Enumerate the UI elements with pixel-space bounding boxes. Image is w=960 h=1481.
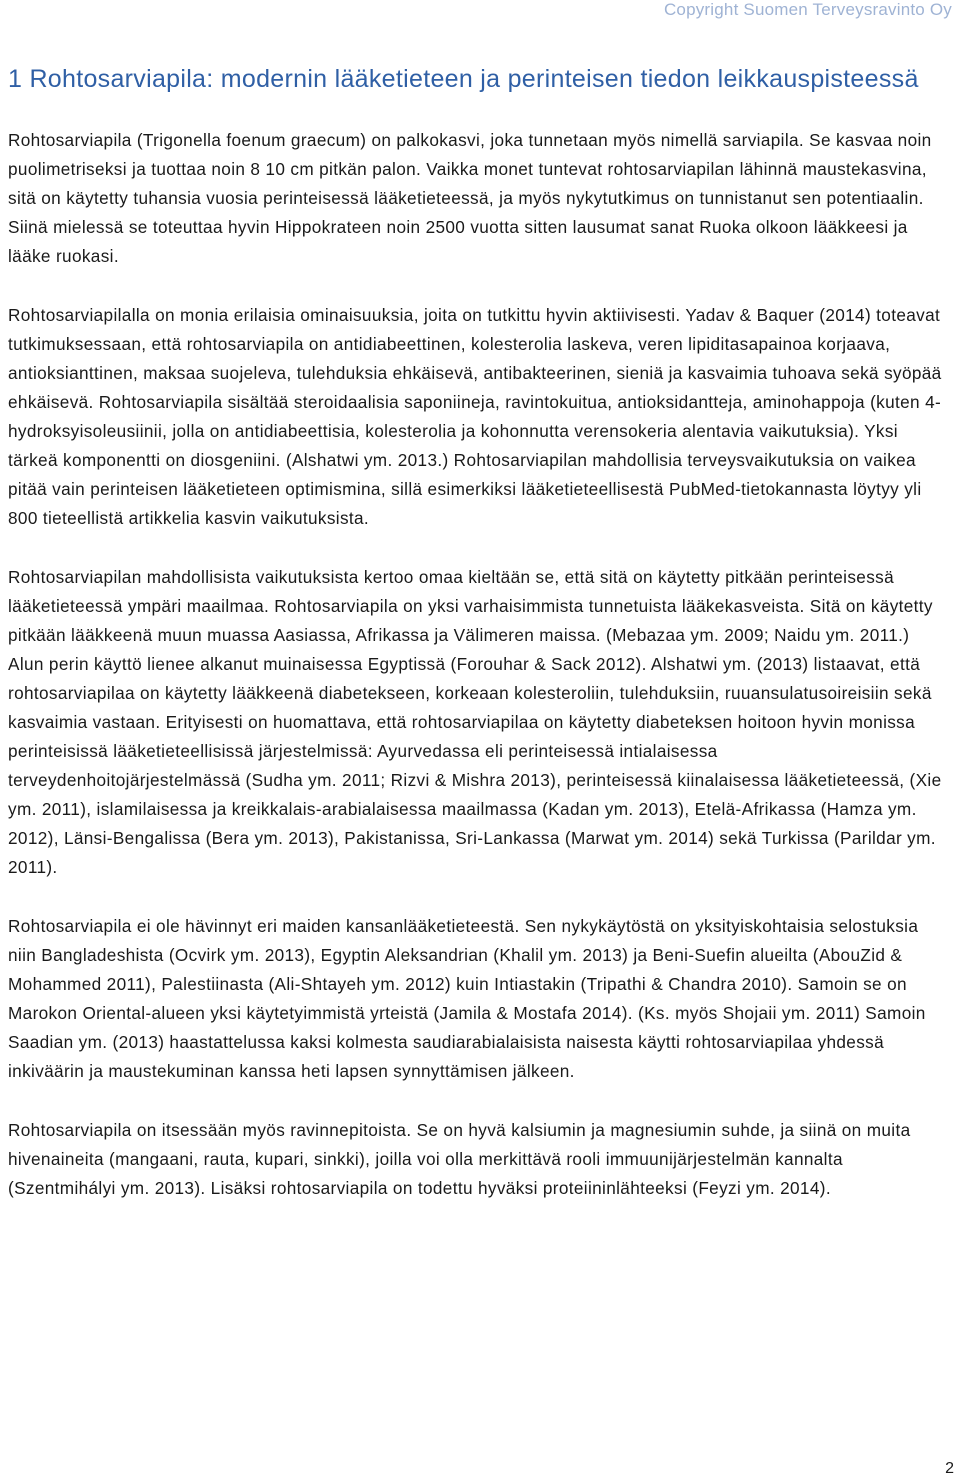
paragraph-folk-medicine: Rohtosarviapila ei ole hävinnyt eri maiden kansanlääketieteestä. Sen nykykäytöstä on yksityiskohtaisia selostuksia niin Bangladeshista (Ocvirk ym. 2013), Egyptin Aleksandrian (Khalil ym. 2013) ja Beni-Suefin alueilta (AbouZid & Mohammed 2011), Palestiinasta (Ali-Shtayeh ym. 2012) kuin Intiastakin (Tripathi & Chandra 2010). Samoin se on Marokon Oriental-alueen yksi käytetyimmistä yrteistä (Jamila & Mostafa 2014). (Ks. myös Shojaii ym. 2011) Samoin Saadian ym. (2013) haastattelussa kaksi kolmesta saudiarabialaisista naisesta käytti rohtosarviapilaa yhdessä inkiväärin ja maustekuminan kanssa heti lapsen synnyttämisen jälkeen.: [8, 916, 926, 1081]
paragraph-properties: Rohtosarviapilalla on monia erilaisia ominaisuuksia, joita on tutkittu hyvin aktiivisesti. Yadav & Baquer (2014) toteavat tutkimuksessaan, että rohtosarviapila on antidiabeettinen, kolesterolia laskeva, veren lipiditasapainoa korjaava, antioksianttinen, maksaa suojeleva, tulehduksia ehkäisevä, antibakteerinen, sieniä ja kasvaimia tuhoava sekä syöpää ehkäisevä. Rohtosarviapila sisältää steroidaalisia saponiineja, ravintokuitua, antioksidantteja, aminohappoja (kuten 4-hydroksyisoleusiinii, jolla on antidiabeettisia, kolesterolia ja kohonnutta verensokeria alentavia vaikutuksia). Yksi tärkeä komponentti on diosgeniini. (Alshatwi ym. 2013.) Rohtosarviapilan mahdollisia terveysvaikutuksia on vaikea pitää vain perinteisen lääketieteen optimismina, sillä esimerkiksi lääketieteellisestä PubMed-tietokannasta löytyy yli 800 tieteellistä artikkelia kasvin vaikutuksista.: [8, 305, 942, 528]
document-body: [8, 62, 948, 1233]
paragraph-nutrition: Rohtosarviapila on itsessään myös ravinnepitoista. Se on hyvä kalsiumin ja magnesiumin suhde, ja siinä on muita hivenaineita (mangaani, rauta, kupari, sinkki), joilla voi olla merkittävä rooli immuunijärjestelmän kannalta (Szentmihályi ym. 2013). Lisäksi rohtosarviapila on todettu hyväksi proteiininlähteeksi (Feyzi ym. 2014).: [8, 1120, 911, 1198]
page-number: 2: [945, 1460, 954, 1477]
paragraph-traditional-use: Rohtosarviapilan mahdollisista vaikutuksista kertoo omaa kieltään se, että sitä on käytetty pitkään perinteisessä lääketieteessä ympäri maailmaa. Rohtosarviapila on yksi varhaisimmista tunnetuista lääkekasveista. Sitä on käytetty pitkään lääkkeenä muun muassa Aasiassa, Afrikassa ja Välimeren maissa. (Mebazaa ym. 2009; Naidu ym. 2011.) Alun perin käyttö lienee alkanut muinaisessa Egyptissä (Forouhar & Sack 2012). Alshatwi ym. (2013) listaavat, että rohtosarviapilaa on käytetty lääkkeenä diabetekseen, korkeaan kolesteroliin, tulehduksiin, ruuansulatusoireisiin sekä kasvaimia vastaan. Erityisesti on huomattava, että rohtosarviapilaa on käytetty diabeteksen hoitoon hyvin monissa perinteisissä lääketieteellisissä järjestelmissä: Ayurvedassa eli perinteisessä intialaisessa terveydenhoitojärjestelmässä (Sudha ym. 2011; Rizvi & Mishra 2013), perinteisessä kiinalaisessa lääketieteessä, (Xie ym. 2011), islamilaisessa ja kreikkalais-arabialaisessa maailmassa (Kadan ym. 2013), Etelä-Afrikassa (Hamza ym. 2012), Länsi-Bengalissa (Bera ym. 2013), Pakistanissa, Sri-Lankassa (Marwat ym. 2014) sekä Turkissa (Parildar ym. 2011).: [8, 567, 942, 877]
copyright-header: Copyright Suomen Terveysravinto Oy: [663, 0, 952, 19]
section-heading: 1 Rohtosarviapila: modernin lääketieteen ja perinteisen tiedon leikkauspisteessä: [8, 65, 919, 93]
paragraph-intro: Rohtosarviapila (Trigonella foenum graecum) on palkokasvi, joka tunnetaan myös nimellä sarviapila. Se kasvaa noin puolimetriseksi ja tuottaa noin 8 10 cm pitkän palon. Vaikka monet tuntevat rohtosarviapilan lähinnä maustekasvina, sitä on käytetty tuhansia vuosia perinteisessä lääketieteessä, ja myös nykytutkimus on tunnistanut sen potentiaalin. Siinä mielessä se toteuttaa hyvin Hippokrateen noin 2500 vuotta sitten lausumat sanat Ruoka olkoon lääkkeesi ja lääke ruokasi.: [8, 130, 932, 266]
